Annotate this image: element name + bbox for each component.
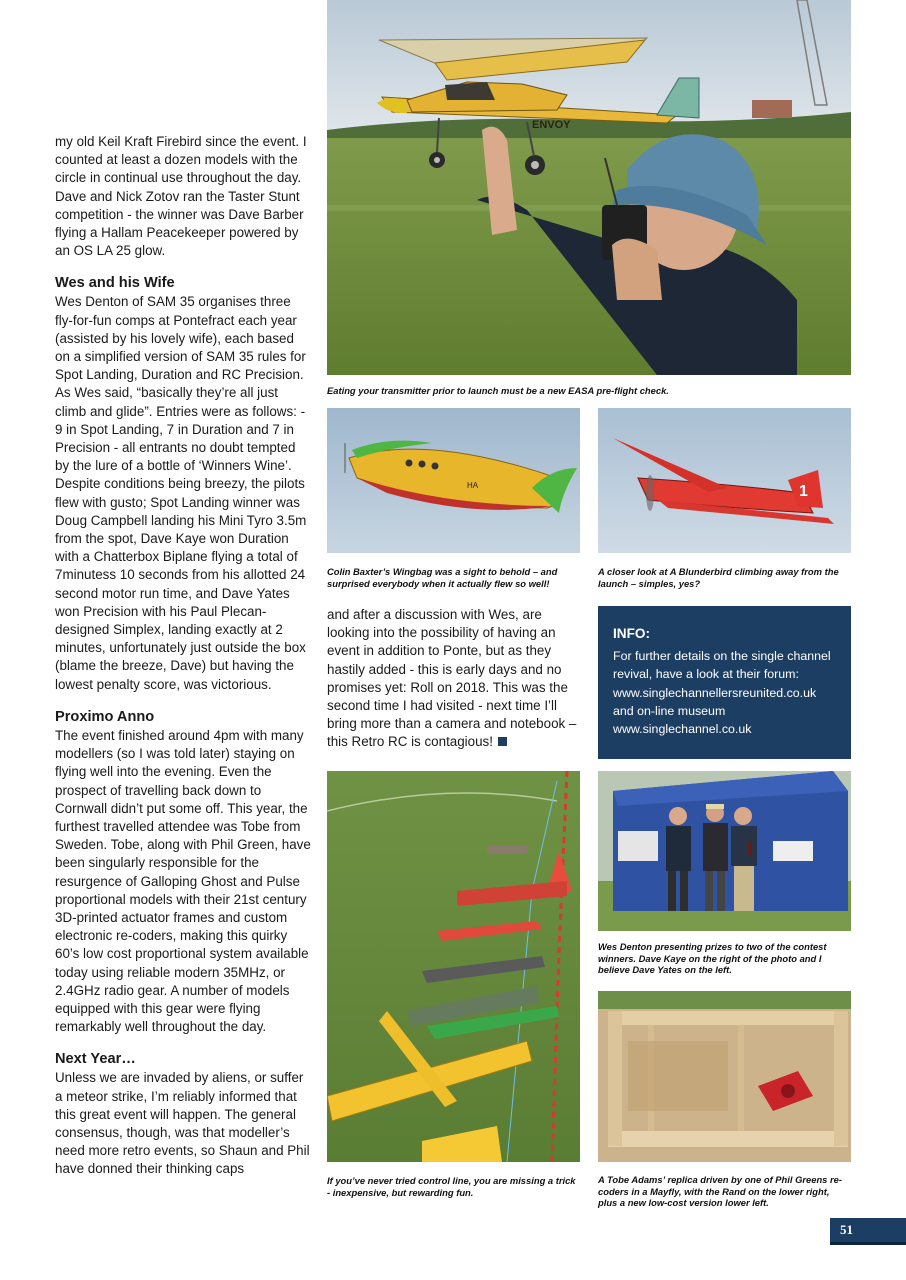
plane-registration-text: ENVOY	[532, 119, 571, 131]
caption-wingbag: Colin Baxter’s Wingbag was a sight to behold – and surprised everybody when it actually flew so well!	[327, 566, 558, 589]
caption-blunderbird: A closer look at A Blunderbird climbing away from the launch – simples, yes?	[598, 566, 839, 589]
heading-wes-and-his-wife: Wes and his Wife	[55, 275, 175, 292]
photo-control-line-models	[327, 771, 580, 1162]
info-forum-url[interactable]: www.singlechannellersreunited.co.uk	[613, 685, 817, 700]
proximo-paragraph: The event finished around 4pm with many modellers (so I was told later) staying on flying well into the evening. Even the prospect of travelling back down to Cornwall didn’t put some off. This year, the furthest travelled attendee was Tobe from Sweden. Tobe, along with Phil Green, have been singularly responsible for the resurgence of Galloping Ghost and Pulse proportional models with their 21st century 3D-printed actuator frames and custom electronic re-coders, making this quirky 60’s low cost proportional system available today using reliable modern 35MHz, or 2.4GHz radio gear. A number of models equipped with this gear were flying remarkably well throughout the day.	[55, 727, 311, 1035]
left-text-column	[55, 133, 311, 1179]
info-line-1: For further details on the single channel	[613, 649, 831, 663]
intro-paragraph: my old Keil Kraft Firebird since the event. I counted at least a dozen models with the circle in continual use throughout the day. Dave and Nick Zotov ran the Taster Stunt competition - the winner was Dave Barber flying a Hallam Peacekeeper powered by an OS LA 25 glow.	[55, 134, 307, 259]
photo-wingbag	[327, 408, 580, 553]
heading-proximo-anno: Proximo Anno	[55, 708, 155, 725]
heading-next-year: Next Year…	[55, 1051, 136, 1068]
photo-mayfly-interior	[598, 991, 851, 1162]
info-title: INFO:	[613, 626, 650, 641]
photo-transmitter-launch	[327, 0, 851, 375]
continuation-text: and after a discussion with Wes, are looking into the possibility of having an event in addition to Ponte, but as they hastily added - this is early days and no promises yet: Roll on 2018. This was the second time I had visited - next time I’ll bring more than a camera and notebook – this Retro RC is contagious!	[327, 607, 577, 750]
info-line-2: revival, have a look at their forum:	[613, 667, 799, 682]
page-number-tab	[830, 1218, 906, 1242]
info-box	[598, 606, 851, 759]
info-museum-url[interactable]: www.singlechannel.co.uk	[613, 722, 752, 737]
caption-prize-giving: Wes Denton presenting prizes to two of the contest winners. Dave Kaye on the right of the photo and I believe Dave Yates on the left.	[598, 941, 827, 976]
wes-paragraph: Wes Denton of SAM 35 organises three fly-for-fun comps at Pontefract each year (assisted by his lovely wife), each based on a simplified version of SAM 35 rules for Spot Landing, Duration and RC Precision. As Wes said, “basically they’re all just climb and glide”. Entries were as follows: - 9 in Spot Landing, 7 in Duration and 7 in Precision - all entrants no doubt tempted by the lure of a bottle of ‘Winners Wine’. Despite conditions being breezy, the pilots flew with gusto; Spot Landing winner was Doug Campbell landing his Mini Tyro 3.5m from the spot, Dave Kaye won Duration with a Chatterbox Biplane flying a total of 7minutess 10 seconds from his allotted 24 second motor run time, and Dave Yates won Precision with his Paul Plecan-designed Simplex, landing exactly at 2 minutes, unfortunately just outside the box (blame the breeze, Dave) but having the lowest penalty score, was victorious.	[55, 294, 307, 692]
next-year-paragraph: Unless we are invaded by aliens, or suffer a meteor strike, I’m reliably informed that this great event will happen. The general consensus, though, was that modeller’s need more retro events, so Shaun and Phil have donned their thinking caps	[55, 1070, 310, 1177]
middle-text-column	[327, 606, 577, 752]
svg-text:HA: HA	[467, 481, 479, 490]
info-line-4: and on-line museum	[613, 703, 726, 718]
photo-blunderbird	[598, 408, 851, 553]
caption-control-line: If you’ve never tried control line, you are missing a trick - inexpensive, but rewarding fun.	[327, 1175, 576, 1198]
end-of-article-mark	[498, 737, 507, 746]
plane-number-text: 1	[799, 483, 808, 500]
page-number: 51	[840, 1222, 853, 1237]
continuation-paragraph	[327, 606, 577, 752]
caption-mayfly: A Tobe Adams’ replica driven by one of Phil Greens re-coders in a Mayfly, with the Rand on the lower right, plus a new low-cost version lower left.	[598, 1174, 842, 1209]
photo-prize-giving	[598, 771, 851, 931]
caption-top-photo: Eating your transmitter prior to launch must be a new EASA pre-flight check.	[327, 385, 669, 396]
